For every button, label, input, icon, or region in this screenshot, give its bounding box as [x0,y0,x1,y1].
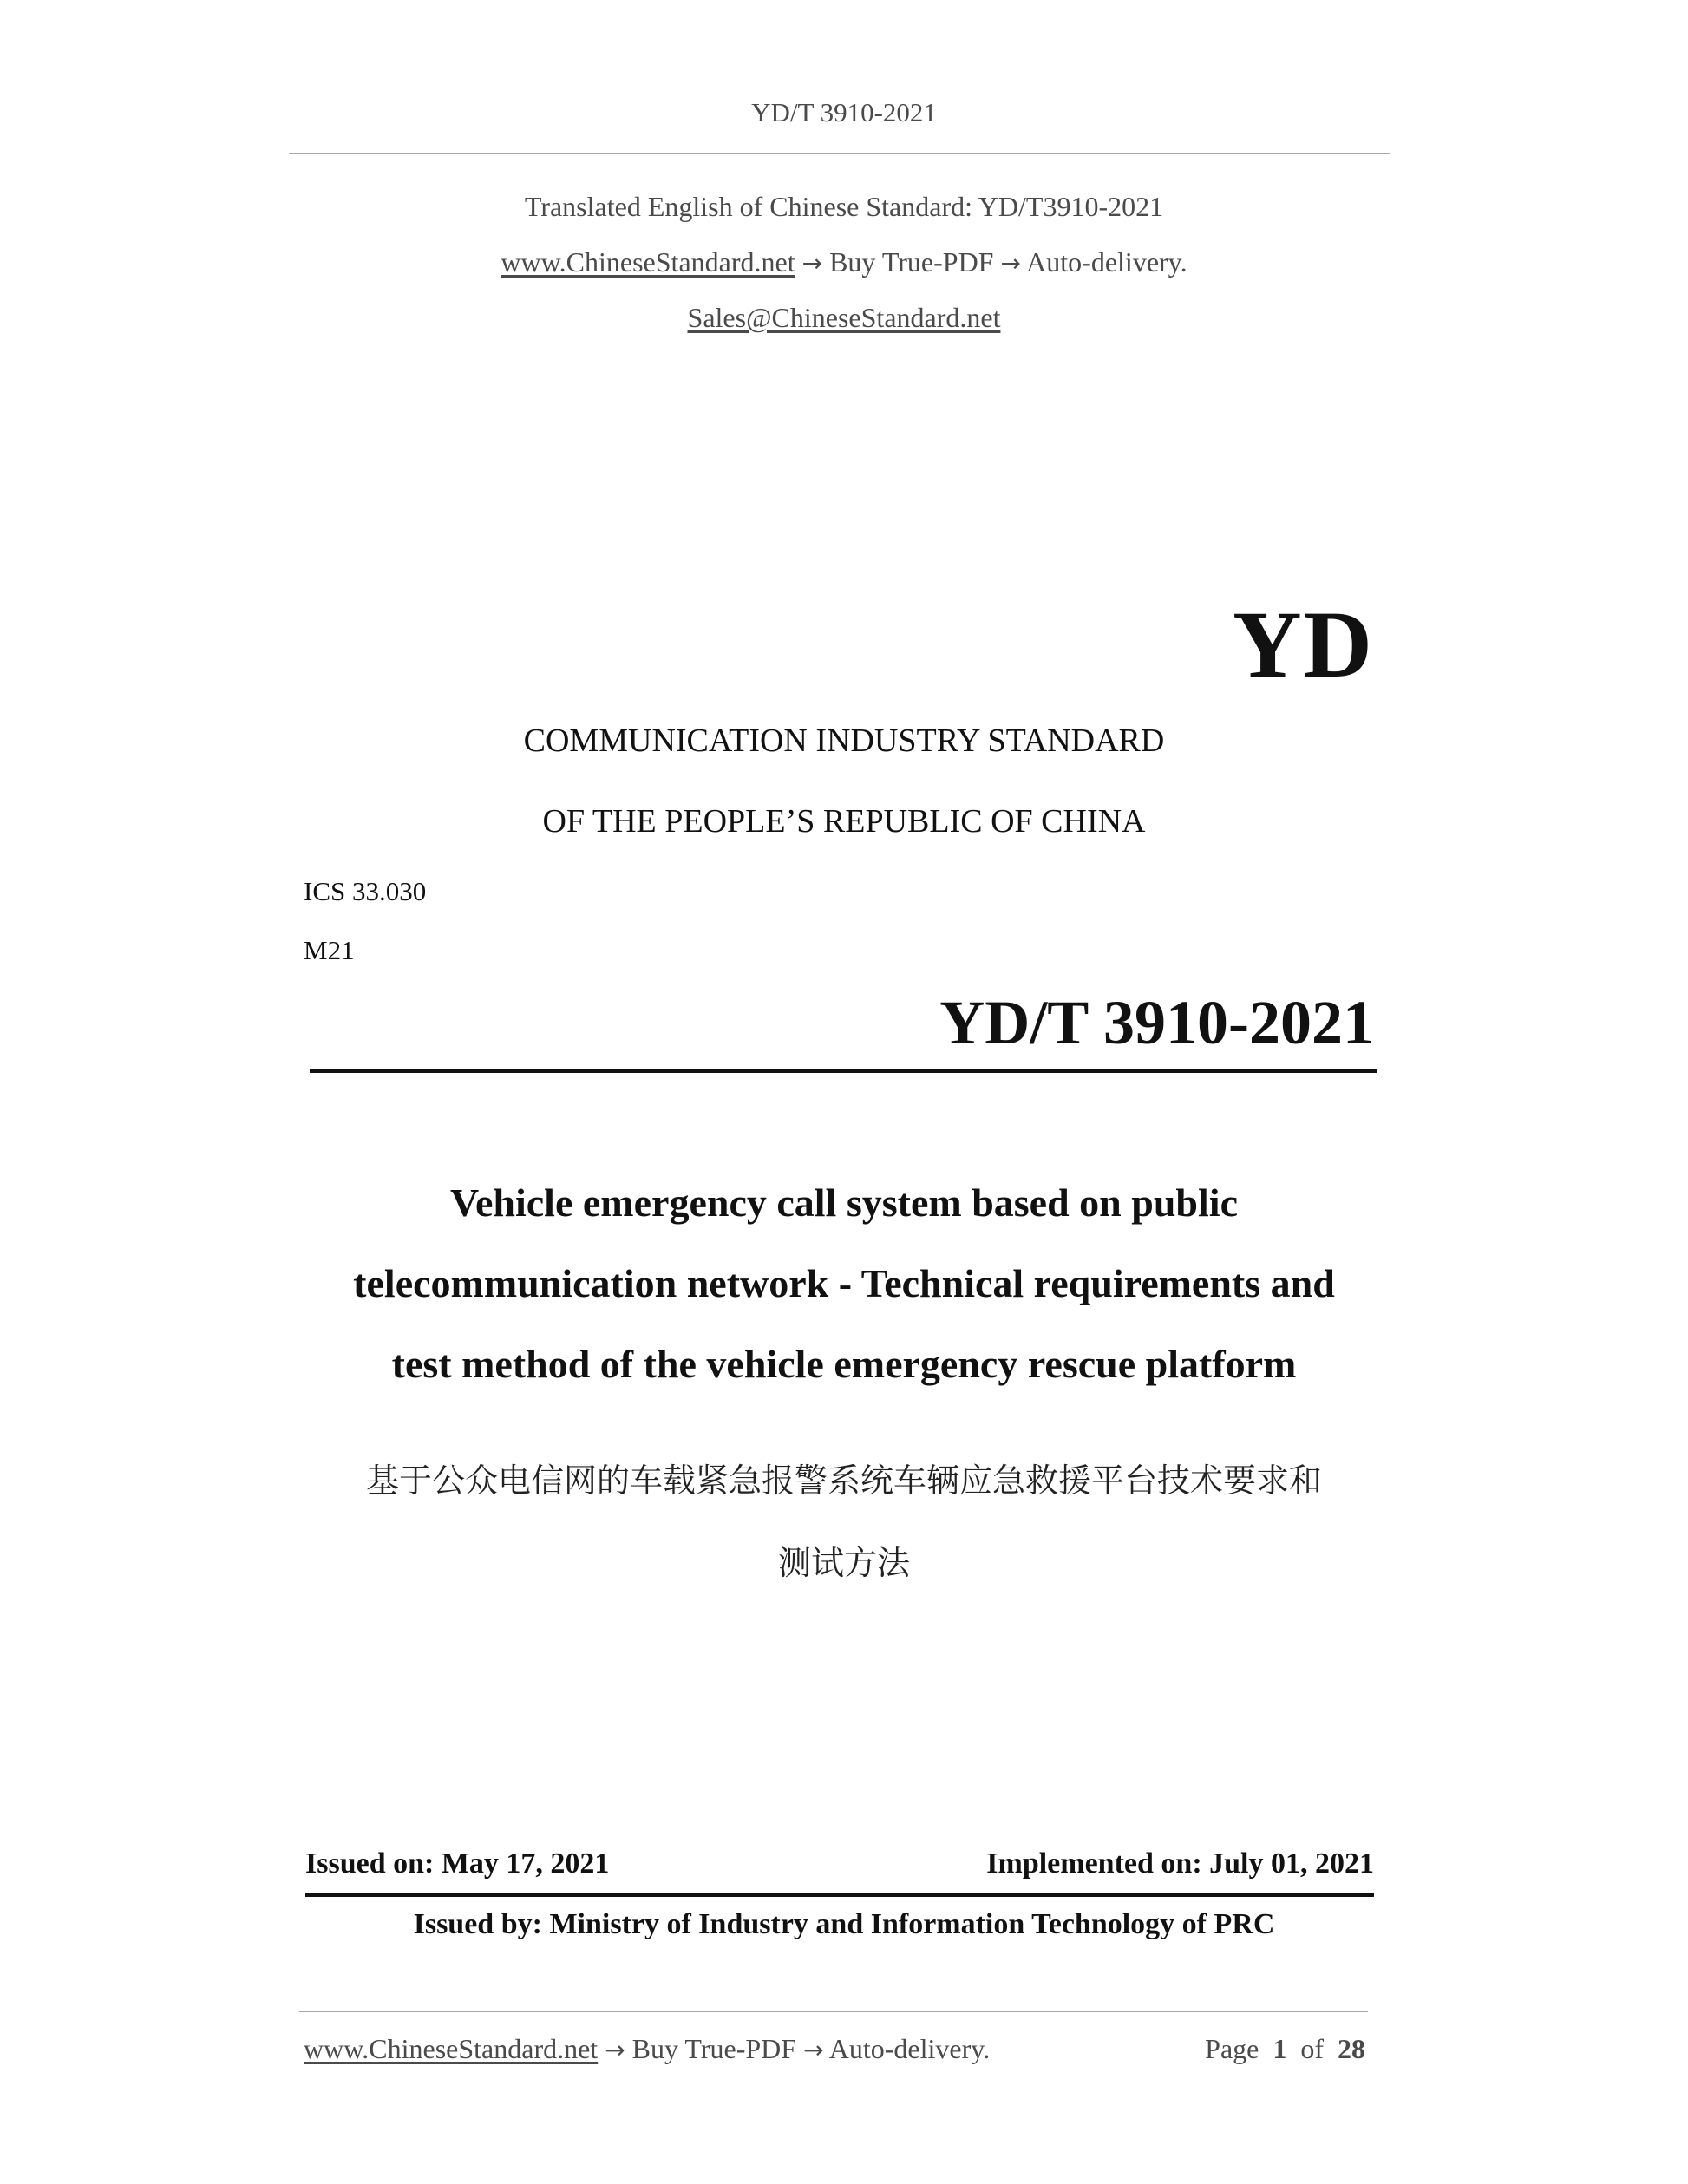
promo-line [0,246,1688,278]
translation-notice: Translated English of Chinese Standard: YD/T3910-2021 [524,191,1164,222]
standard-number: YD/T 3910-2021 [939,988,1374,1057]
arrow-right-icon: → [801,249,823,278]
classification-code: M21 [304,935,355,965]
chinese-title-line-1: 基于公众电信网的车载紧急报警系统车辆应急救援平台技术要求和 [365,1461,1322,1500]
english-title-line-2: telecommunication network - Technical requirements and [353,1261,1335,1305]
footer-divider [299,2011,1368,2012]
footer-site-link[interactable]: www.ChineseStandard.net [304,2033,599,2064]
chinese-title [0,1440,1688,1605]
footer-delivery-text: Auto-delivery. [828,2033,991,2064]
header-divider [289,153,1390,154]
delivery-text: Auto-delivery. [1026,246,1187,278]
issue-divider [305,1893,1374,1897]
buy-text: Buy True-PDF [829,246,994,278]
page-current: 1 [1273,2033,1287,2064]
implemented-on-date: Implemented on: July 01, 2021 [986,1847,1374,1880]
english-title-line-3: test method of the vehicle emergency rescue platform [391,1342,1297,1386]
arrow-right-icon: → [803,2036,824,2064]
institution-line-1: COMMUNICATION INDUSTRY STANDARD [523,723,1165,759]
email-line [0,302,1688,334]
running-header: YD/T 3910-2021 [751,97,937,128]
ics-code: ICS 33.030 [304,876,427,906]
issuing-authority: Issued by: Ministry of Industry and Information Technology of PRC [413,1908,1275,1940]
email-link[interactable]: Sales@ChineseStandard.net [687,302,1001,333]
english-title-line-1: Vehicle emergency call system based on public [449,1180,1238,1225]
institution-line-2: OF THE PEOPLE’S REPUBLIC OF CHINA [542,803,1146,840]
footer-promo [304,2033,990,2065]
yd-logo: YD [1233,592,1374,697]
english-title [0,1162,1688,1404]
site-link[interactable]: www.ChineseStandard.net [501,246,795,278]
page-of: of [1300,2033,1324,2064]
page-indicator [1205,2033,1365,2065]
title-divider [310,1069,1377,1073]
chinese-title-line-2: 测试方法 [777,1544,910,1582]
issued-on-date: Issued on: May 17, 2021 [305,1847,610,1880]
arrow-right-icon: → [605,2036,625,2064]
arrow-right-icon: → [1000,249,1021,278]
footer-buy-text: Buy True-PDF [631,2033,797,2064]
page-total: 28 [1338,2033,1365,2064]
page-label: Page [1205,2033,1259,2064]
